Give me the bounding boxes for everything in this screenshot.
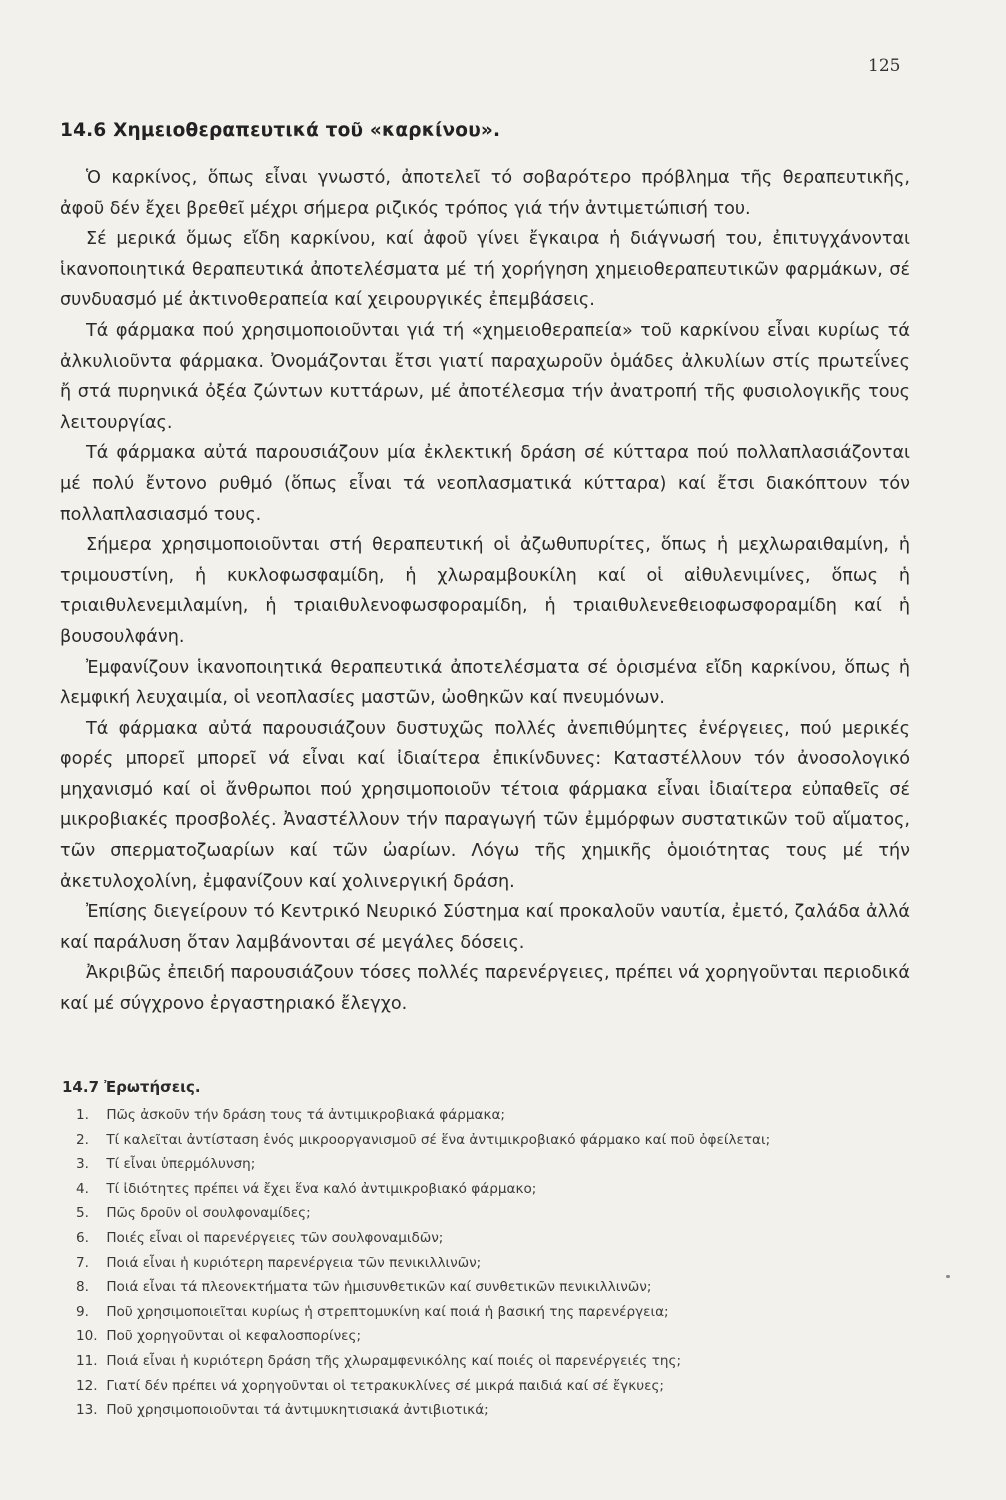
question-item: [76, 1300, 926, 1325]
question-number: 1.: [76, 1107, 89, 1123]
question-number: 4.: [76, 1180, 89, 1197]
questions-heading: 14.7 Ἐρωτήσεις.: [62, 1078, 201, 1096]
question-number: 3.: [76, 1156, 89, 1173]
question-text: Ποῦ χρησιμοποιοῦνται τά ἀντιμυκητισιακά ἀντιβιοτικά;: [106, 1402, 489, 1419]
question-item: [76, 1324, 926, 1349]
section-body: [60, 163, 910, 1020]
question-item: [76, 1128, 926, 1153]
question-text: Τί ἰδιότητες πρέπει νά ἔχει ἕνα καλό ἀντιμικροβιακό φάρμακο;: [106, 1180, 537, 1197]
question-item: [76, 1374, 926, 1399]
paragraph: Ἀκριβῶς ἐπειδή παρουσιάζουν τόσες πολλές παρενέργειες, πρέπει νά χορηγοῦνται περιοδικά καί μέ σύγχρονο ἐργαστηριακό ἔλεγχο.: [60, 963, 911, 1015]
question-text: Ποιά εἶναι ἡ κυριότερη δράση τῆς χλωραμφενικόλης καί ποιές οἱ παρενέργειές της;: [106, 1352, 682, 1369]
question-number: 11.: [76, 1352, 98, 1369]
question-number: 5.: [76, 1205, 89, 1222]
question-number: 12.: [76, 1377, 98, 1394]
question-text: Ποιά εἶναι τά πλεονεκτήματα τῶν ἡμισυνθετικῶν καί συνθετικῶν πενικιλλινῶν;: [106, 1279, 652, 1296]
question-text: Ποιά εἶναι ἡ κυριότερη παρενέργεια τῶν πενικιλλινῶν;: [106, 1254, 482, 1271]
paragraph: Ὁ καρκίνος, ὅπως εἶναι γνωστό, ἀποτελεῖ τό σοβαρότερο πρόβλημα τῆς θεραπευτικῆς, ἀφοῦ δέν ἔχει βρεθεῖ μέχρι σήμερα ριζικός τρόπος γιά τήν ἀντιμετώπισή του.: [60, 168, 910, 219]
question-text: Ποιές εἶναι οἱ παρενέργειες τῶν σουλφοναμιδῶν;: [106, 1229, 444, 1246]
paragraph: Ἐπίσης διεγείρουν τό Κεντρικό Νευρικό Σύστημα καί προκαλοῦν ναυτία, ἐμετό, ζαλάδα ἀλλά καί παράλυση ὅταν λαμβάνονται σέ μεγάλες δόσεις.: [60, 902, 910, 953]
paragraph: Τά φάρμακα αὐτά παρουσιάζουν δυστυχῶς πολλές ἀνεπιθύμητες ἐνέργειες, πού μερικές φορές μπορεῖ μπορεῖ νά εἶναι καί ἰδιαίτερα ἐπικίνδυνες: Καταστέλλουν τόν ἀνοσολογικό μηχανισμό καί οἱ ἄνθρωποι πού χρησιμοποιοῦν τέτοια φάρμακα εἶναι ἰδιαίτερα εὐπαθεῖς σέ μικροβιακές προσβολές. Ἀναστέλλουν τήν παραγωγή τῶν ἐμμόρφων συστατικῶν τοῦ αἵματος, τῶν σπερματοζωαρίων καί τῶν ὠαρίων. Λόγω τῆς χημικῆς ὁμοιότητας τους μέ τήν ἀκετυλοχολίνη, ἐμφανίζουν καί χολινεργική δράση.: [60, 718, 910, 892]
paragraph: Τά φάρμακα πού χρησιμοποιοῦνται γιά τή «χημειοθεραπεία» τοῦ καρκίνου εἶναι κυρίως τά ἀλκυλιοῦντα φάρμακα. Ὀνομάζονται ἔτσι γιατί παραχωροῦν ὁμάδες ἀλκυλίων στίς πρωτεΐνες ἤ στά πυρηνικά ὀξέα ζώντων κυττάρων, μέ ἀποτέλεσμα τήν ἀνατροπή τῆς φυσιολογικῆς τους λειτουργίας.: [60, 320, 910, 433]
question-item: [76, 1177, 926, 1202]
question-item: [76, 1251, 926, 1276]
question-text: Πῶς ἀσκοῦν τήν δράση τους τά ἀντιμικροβιακά φάρμακα;: [106, 1107, 506, 1123]
question-number: 2.: [76, 1131, 89, 1148]
question-number: 9.: [76, 1303, 89, 1320]
question-item: [76, 1201, 926, 1226]
question-item: [76, 1398, 926, 1423]
question-text: Τί εἶναι ὑπερμόλυνση;: [106, 1156, 256, 1173]
scan-speck: [946, 1275, 950, 1278]
question-number: 6.: [76, 1229, 89, 1246]
question-number: 13.: [76, 1402, 98, 1419]
questions-list: [76, 1103, 926, 1423]
question-text: Πῶς δροῦν οἱ σουλφοναμίδες;: [106, 1205, 311, 1222]
paragraph: Σήμερα χρησιμοποιοῦνται στή θεραπευτική οἱ ἀζωθυπυρίτες, ὅπως ἡ μεχλωραιθαμίνη, ἡ τριμουστίνη, ἡ κυκλοφωσφαμίδη, ἡ χλωραμβουκίλη καί οἱ αἰθυλενιμίνες, ὅπως ἡ τριαιθυλενεμιλαμίνη, ἡ τριαιθυλενοφωσφοραμίδη, ἡ τριαιθυλενεθειοφωσφοραμίδη καί ἡ βουσουλφάνη.: [60, 535, 910, 647]
question-item: [76, 1275, 926, 1300]
paragraph: Ἐμφανίζουν ἱκανοποιητικά θεραπευτικά ἀποτελέσματα σέ ὁρισμένα εἴδη καρκίνου, ὅπως ἡ λεμφική λευχαιμία, οἱ νεοπλασίες μαστῶν, ὠοθηκῶν καί πνευμόνων.: [60, 657, 910, 709]
question-item: [76, 1226, 926, 1251]
paragraph: Σέ μερικά ὅμως εἴδη καρκίνου, καί ἀφοῦ γίνει ἔγκαιρα ἡ διάγνωσή του, ἐπιτυγχάνονται ἱκανοποιητικά θεραπευτικά ἀποτελέσματα μέ τή χορήγηση χημειοθεραπευτικῶν φαρμάκων, σέ συνδυασμό μέ ἀκτινοθεραπεία καί χειρουργικές ἐπεμβάσεις.: [60, 229, 910, 311]
question-item: [76, 1349, 926, 1374]
page-number: 125: [868, 56, 901, 76]
paragraph: Τά φάρμακα αὐτά παρουσιάζουν μία ἐκλεκτική δράση σέ κύτταρα πού πολλαπλασιάζονται μέ πολύ ἔντονο ρυθμό (ὅπως εἶναι τά νεοπλασματικά κύτταρα) καί ἔτσι διακόπτουν τόν πολλαπλασιασμό τους.: [60, 443, 910, 525]
section-heading: 14.6 Χημειοθεραπευτικά τοῦ «καρκίνου».: [60, 120, 501, 141]
question-text: Τί καλεῖται ἀντίσταση ἑνός μικροοργανισμοῦ σέ ἕνα ἀντιμικροβιακό φάρμακο καί ποῦ ὀφείλεται;: [106, 1131, 771, 1148]
question-text: Ποῦ χρησιμοποιεῖται κυρίως ἡ στρεπτομυκίνη καί ποιά ἡ βασική της παρενέργεια;: [106, 1303, 669, 1320]
question-text: Ποῦ χορηγοῦνται οἱ κεφαλοσπορίνες;: [106, 1328, 362, 1345]
question-number: 8.: [76, 1279, 89, 1296]
question-text: Γιατί δέν πρέπει νά χορηγοῦνται οἱ τετρακυκλίνες σέ μικρά παιδιά καί σέ ἔγκυες;: [106, 1377, 665, 1394]
question-item: [76, 1152, 926, 1177]
question-number: 10.: [76, 1328, 98, 1345]
question-item: [76, 1103, 926, 1128]
question-number: 7.: [76, 1254, 89, 1271]
